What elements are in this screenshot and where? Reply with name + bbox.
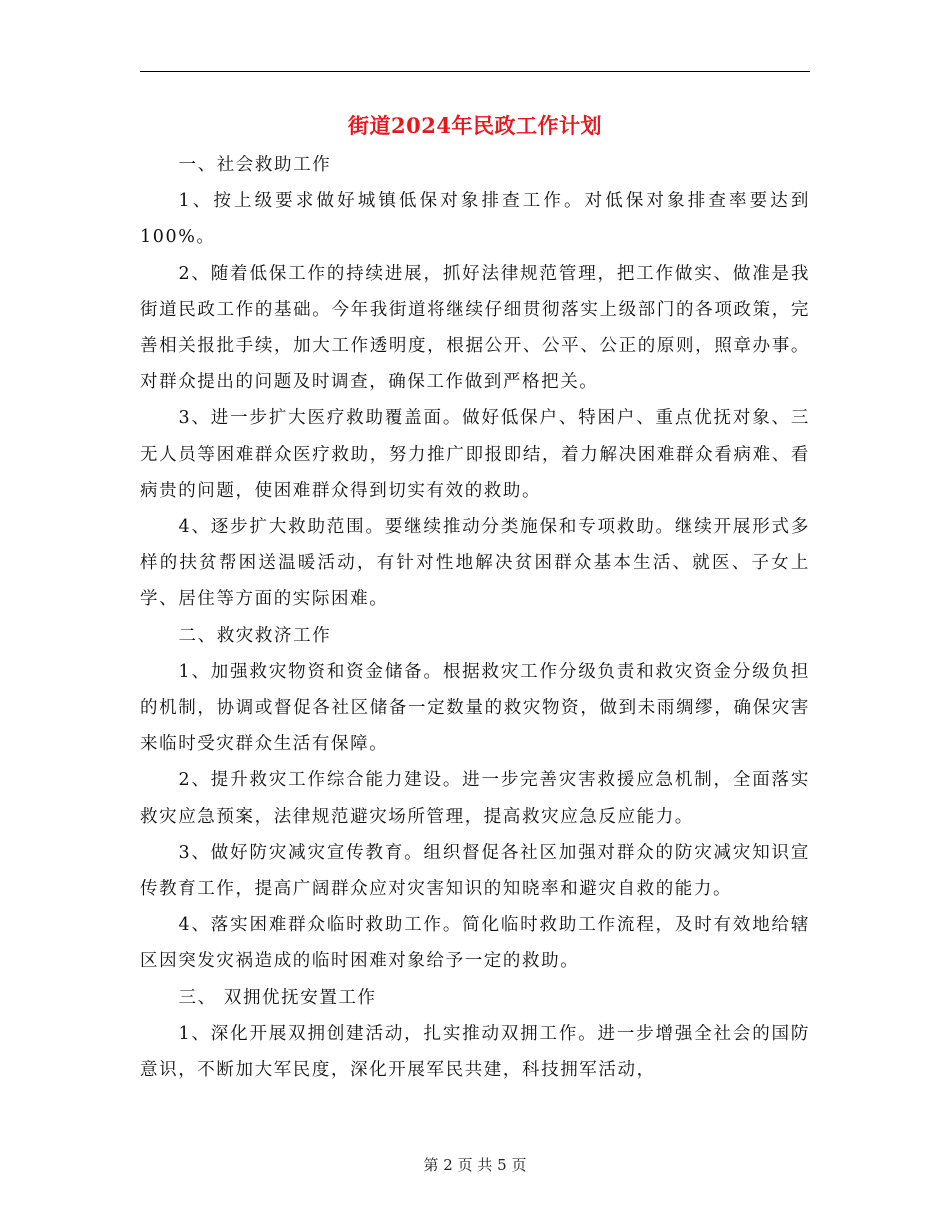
paragraph: 3、做好防灾减灾宣传教育。组织督促各社区加强对群众的防灾减灾知识宣传教育工作，提高广阔群众应对灾害知识的知晓率和避灾自救的能力。: [140, 842, 810, 900]
section-heading: 一、社会救助工作: [178, 155, 332, 175]
document-title: 街道2024年民政工作计划: [348, 113, 602, 138]
paragraph: 4、落实困难群众临时救助工作。简化临时救助工作流程，及时有效地给辖区因突发灾祸造成的临时困难对象给予一定的救助。: [140, 915, 810, 972]
section-heading: 二、救灾救济工作: [178, 625, 332, 646]
paragraph: 2、提升救灾工作综合能力建设。进一步完善灾害救援应急机制，全面落实救灾应急预案，法律规范避灾场所管理，提高救灾应急反应能力。: [140, 770, 810, 827]
header-rule: [140, 71, 810, 72]
paragraph: 1、加强救灾物资和资金储备。根据救灾工作分级负责和救灾资金分级负担的机制，协调或督促各社区储备一定数量的救灾物资，做到未雨绸缪，确保灾害来临时受灾群众生活有保障。: [140, 661, 810, 755]
paragraph: 1、按上级要求做好城镇低保对象排查工作。对低保对象排查率要达到100%。: [140, 191, 810, 248]
document-body: [140, 147, 810, 1088]
paragraph: 3、进一步扩大医疗救助覆盖面。做好低保户、特困户、重点优抚对象、三无人员等困难群众医疗救助，努力推广即报即结，着力解决困难群众看病难、看病贵的问题，使困难群众得到切实有效的救助。: [140, 408, 810, 501]
page-footer: 第 2 页 共 5 页: [423, 1156, 527, 1174]
paragraph: 2、随着低保工作的持续进展，抓好法律规范管理，把工作做实、做准是我街道民政工作的基础。今年我街道将继续仔细贯彻落实上级部门的各项政策，完善相关报批手续，加大工作透明度，根据公开、公平、公正的原则，照章办事。对群众提出的问题及时调查，确保工作做到严格把关。: [140, 263, 810, 393]
section-heading: 三、 双拥优抚安置工作: [178, 987, 377, 1008]
paragraph: 4、逐步扩大救助范围。要继续推动分类施保和专项救助。继续开展形式多样的扶贫帮困送温暖活动，有针对性地解决贫困群众基本生活、就医、子女上学、居住等方面的实际困难。: [140, 517, 810, 610]
paragraph: 1、深化开展双拥创建活动，扎实推动双拥工作。进一步增强全社会的国防意识，不断加大军民度，深化开展军民共建，科技拥军活动，: [140, 1023, 810, 1081]
